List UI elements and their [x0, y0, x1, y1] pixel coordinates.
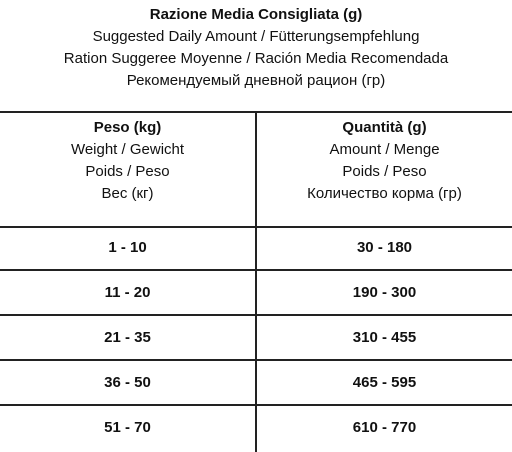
- table-row: [0, 406, 512, 449]
- subtitle-en-de: Suggested Daily Amount / Fütterungsempfehlung: [92, 28, 420, 45]
- weight-column-title: Peso (kg): [93, 119, 162, 136]
- weight-column-header: [0, 117, 255, 205]
- table-row: [0, 361, 512, 406]
- weight-cell: 36 - 50: [104, 374, 151, 391]
- subtitle-ru: Рекомендуемый дневной рацион (гр): [126, 72, 386, 89]
- weight-cell: 1 - 10: [108, 239, 147, 256]
- table-row: [0, 271, 512, 316]
- weight-column-subtitle: Poids / Peso: [85, 163, 170, 180]
- amount-cell: 190 - 300: [352, 284, 417, 301]
- amount-cell: 310 - 455: [352, 329, 417, 346]
- weight-cell: 11 - 20: [104, 284, 151, 301]
- weight-cell: 21 - 35: [104, 329, 151, 346]
- amount-column-subtitle: Количество корма (гр): [307, 185, 462, 202]
- weight-column-subtitle: Вес (кг): [101, 185, 154, 202]
- amount-column-subtitle: Amount / Menge: [329, 141, 440, 158]
- amount-cell: 30 - 180: [356, 239, 413, 256]
- subtitle-fr-es: Ration Suggeree Moyenne / Ración Media Recomendada: [63, 50, 449, 67]
- document-title: Razione Media Consigliata (g): [149, 6, 363, 23]
- document-header: [0, 4, 512, 92]
- amount-cell: 610 - 770: [352, 419, 417, 436]
- table-row: [0, 226, 512, 271]
- amount-cell: 465 - 595: [352, 374, 417, 391]
- table-header-row: [0, 113, 512, 228]
- weight-column-subtitle: Weight / Gewicht: [70, 141, 185, 158]
- amount-column-header: [257, 117, 512, 205]
- weight-cell: 51 - 70: [104, 419, 151, 436]
- amount-column-title: Quantità (g): [342, 119, 427, 136]
- amount-column-subtitle: Poids / Peso: [342, 163, 427, 180]
- table-row: [0, 316, 512, 361]
- feeding-table: [0, 111, 512, 452]
